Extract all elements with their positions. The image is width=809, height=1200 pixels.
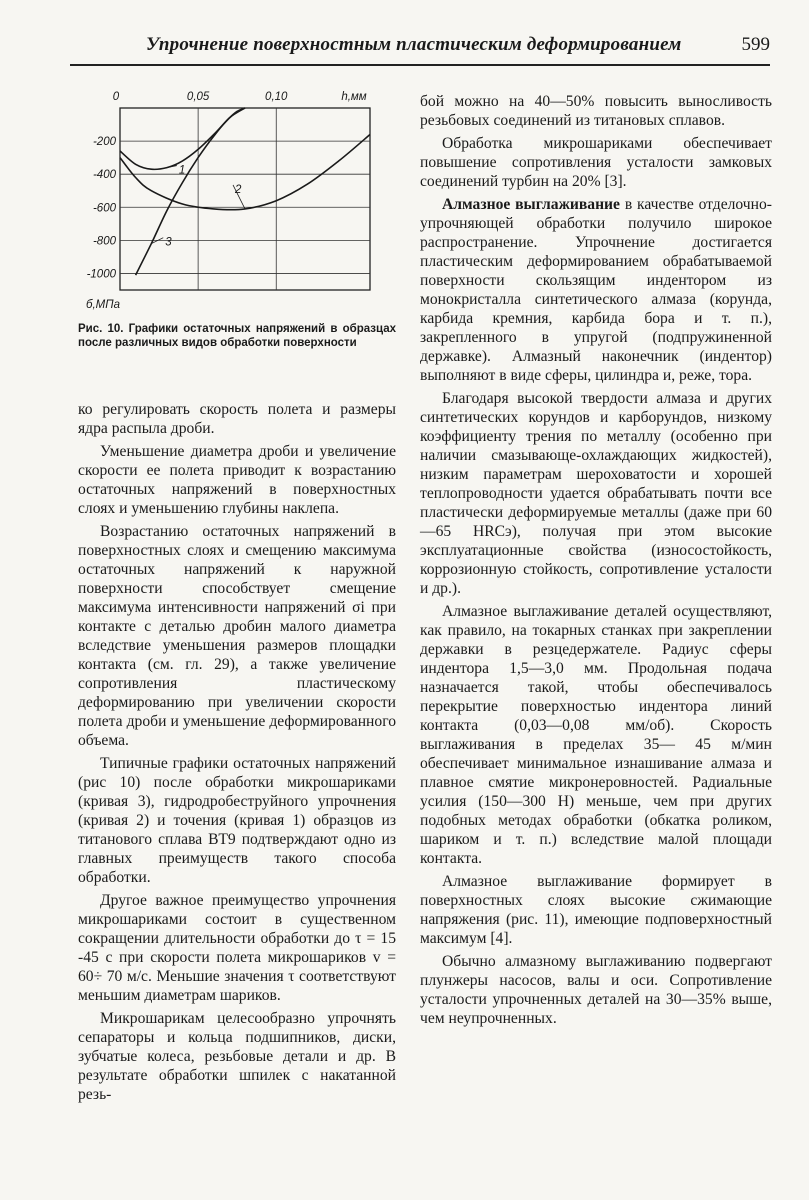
paragraph: Возрастанию остаточных напряжений в поверхностных слоях и смещению максимума остаточных напряжений к наружной поверхности способствует смещение максимума интенсивности напряжений σi при контакте с деталью дробин малого диаметра вследствие уменьшения размеров площадки контакта (см. гл. 29), а также увеличение сопротивления пластическому деформированию при увеличении скорости полета дроби и уменьшение деформированного объема. [78,523,396,749]
paragraph: Типичные графики остаточных напряжений (рис 10) после обработки микрошариками (кривая 3), гидродробеструйного упрочнения (кривая 2) и точения (кривая 1) образцов из титанового сплава ВТ9 подтверждают одно из главных преимуществ такого способа обработки. [78,755,396,886]
chart-ticks [86,91,367,311]
paragraph: Алмазное выглаживание деталей осуществляют, как правило, на токарных станках при закреплении державки в резцедержателе. Радиус сферы индентора 1,5—3,0 мм. Продольная подача назначается такой, чтобы обеспечивалось перекрытие поверхностью индентора линий контакта (0,03—0,08 мм/об). Скорость выглаживания в пределах 35— 45 м/мин обеспечивает минимальное изнашивание алмаза и плавное смятие микронеровностей. Радиальные усилия (150—300 Н) меньше, чем при других подобных методах обработки (обкатка роликом, шариком и т. п.) вследствие малой площади контакта. [420,603,772,867]
x-origin-label: 0 [112,91,120,103]
paragraph: Обработка микрошариками обеспечивает повышение сопротивления усталости замковых соединений турбин на 20% [3]. [420,135,772,190]
x-tick-label: 0,05 [186,91,210,103]
running-title: Упрочнение поверхностным пластическим деформированием [146,34,682,55]
left-column [78,400,396,1108]
term-heading: Алмазное выглаживание [442,196,620,213]
x-axis-unit-label: h,мм [341,91,367,103]
paragraph: Благодаря высокой твердости алмаза и других синтетических корундов и карборундов, низкому коэффициенту трения по металлу (особенно при наличии смазывающе-охлаждающих жидкостей), низким параметрам шероховатости и хорошей теплопроводности удается обрабатывать почти все пластически деформируемые металлы (даже при 60—65 HRCэ), получая при этом высокие эксплуатационные свойства (износостойкость, коррозионную стойкость, сопротивление усталости и др.). [420,390,772,597]
page-header [70,30,770,66]
figure-10 [78,86,398,312]
paragraph-text: в качестве отделочно-упрочняющей обработки получило широкое распространение. Упрочнение достигается пластическим деформированием обрабатываемой поверхности скользящим индентором из монокристалла синтетического алмаза (корунда, карбида кремния, карбида бора и т. п.), закрепленного в упругой (подпружиненной державке). Алмазный наконечник (индентор) выполняют в виде сферы, цилиндра и, реже, тора. [420,196,772,384]
chart-grid [120,108,370,290]
y-tick-label: -400 [92,169,116,182]
x-tick-label: 0,10 [265,91,288,103]
y-tick-label: -800 [92,235,116,248]
curve-label: 2 [235,183,242,196]
right-column [420,92,772,1032]
paragraph: Алмазное выглаживание формирует в поверхностных слоях высокие сжимающие напряжения (рис. 11), имеющие подповерхностный максимум [4]. [420,873,772,947]
curve-label: 1 [178,164,186,177]
paragraph: Микрошарикам целесообразно упрочнять сепараторы и кольца подшипников, диски, зубчатые колеса, резьбовые детали и др. В результате обработки шпилек с накатанной резь- [78,1010,396,1103]
y-tick-label: -1000 [86,268,116,281]
chart-curves [120,108,370,275]
curve-2 [120,135,370,210]
y-axis-unit-label: б,МПа [86,299,120,311]
figure-caption: Рис. 10. Графики остаточных напряжений в образцах после различных видов обработки поверхности [78,323,396,349]
curve-label: 3 [165,236,172,249]
paragraph-diamond-burnishing [420,195,772,385]
paragraph: бой можно на 40—50% повысить выносливость резьбовых соединений из титановых сплавов. [420,93,772,129]
y-tick-label: -600 [92,202,116,215]
curve-1 [120,108,245,169]
residual-stress-chart [78,86,398,312]
plot-frame [120,108,370,290]
paragraph: ко регулировать скорость полета и размеры ядра распыла дроби. [78,401,396,437]
y-tick-label: -200 [92,136,116,149]
page-number: 599 [741,34,770,55]
paragraph: Другое важное преимущество упрочнения микрошариками состоит в существенном сокращении длительности обработки до τ = 15 -45 с при скорости полета микрошариков v = 60÷ 70 м/с. Меньшие значения τ соответствуют меньшим диаметрам шариков. [78,892,396,1004]
paragraph: Уменьшение диаметра дроби и увеличение скорости ее полета приводит к возрастанию остаточных напряжений в поверхностных слоях и уменьшению глубины наклепа. [78,443,396,517]
paragraph: Обычно алмазному выглаживанию подвергают плунжеры насосов, валы и оси. Сопротивление усталости упрочненных деталей на 30—35% выше, чем неупрочненных. [420,953,772,1027]
